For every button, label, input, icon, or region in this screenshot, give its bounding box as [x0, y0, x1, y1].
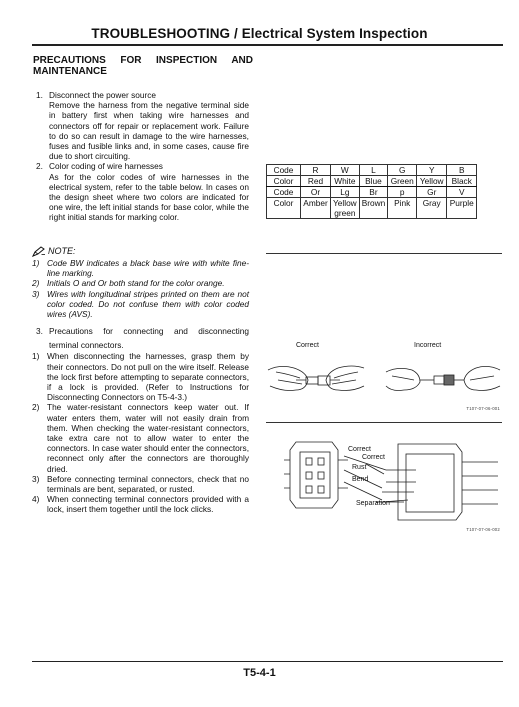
- divider: [266, 253, 502, 254]
- table-cell: Purple: [447, 198, 477, 219]
- table-cell: Pink: [388, 198, 417, 219]
- table-cell: Red: [301, 176, 331, 187]
- sub-item-number: 4): [32, 494, 40, 505]
- table-cell: G: [388, 165, 417, 176]
- sub-item: [32, 494, 249, 514]
- table-cell: Y: [417, 165, 447, 176]
- table-row: [267, 165, 477, 176]
- divider: [266, 422, 502, 423]
- table-cell: p: [388, 187, 417, 198]
- table-row-label: Code: [267, 187, 301, 198]
- note-block: [32, 246, 249, 319]
- connector-handling-figure: [266, 340, 502, 420]
- table-cell: V: [447, 187, 477, 198]
- list-item: [36, 90, 249, 161]
- item-body: As for the color codes of wire harnesses in the electrical system, refer to the table below. In cases on the design sheet where two colors are indicated for one wire, the left initial stands for base color, while the right initial stands for marking color.: [49, 171, 249, 223]
- note-number: 3): [32, 288, 40, 299]
- sub-item-text: The water-resistant connectors keep water out. If water enters them, water will not easily drain from them. When checking the water-resistant connectors, take extra care not to allow water to enter the connectors. In case water should enter the connectors, reconnect only after the connectors are thoroughly dried.: [47, 402, 249, 474]
- note-label: NOTE:: [48, 246, 76, 257]
- sub-item: [32, 351, 249, 402]
- table-cell: Yellow green: [331, 198, 360, 219]
- page-title: TROUBLESHOOTING / Electrical System Inspection: [91, 26, 428, 41]
- sub-item-number: 1): [32, 351, 40, 362]
- note-item: [32, 289, 249, 320]
- table-row-label: Color: [267, 176, 301, 187]
- sub-item: [32, 474, 249, 494]
- table-cell: Or: [301, 187, 331, 198]
- table-cell: Black: [447, 176, 477, 187]
- table-cell: Lg: [331, 187, 360, 198]
- figure-reference: T107-07-06-001: [466, 406, 500, 411]
- note-number: 2): [32, 278, 40, 289]
- precautions-list: [36, 90, 249, 223]
- note-text: Wires with longitudinal stripes printed on them are not color coded. Do not confuse them with color coded wires (AVS).: [47, 288, 249, 320]
- item-title: Color coding of wire harnesses: [49, 161, 163, 172]
- table-cell: Gr: [417, 187, 447, 198]
- note-text: Code BW indicates a black base wire with white fine-line marking.: [47, 258, 249, 279]
- item-title: terminal connectors.: [49, 340, 124, 351]
- item-number: 2.: [36, 161, 43, 172]
- note-item: [32, 258, 249, 278]
- item-title: Disconnect the power source: [49, 90, 156, 100]
- figure-label-correct: Correct: [296, 342, 319, 349]
- table-row-label: Code: [267, 165, 301, 176]
- sub-item-text: Before connecting terminal connectors, check that no terminals are bent, separated, or rusted.: [47, 473, 249, 495]
- sub-item-number: 3): [32, 473, 40, 484]
- connector-precautions: [32, 326, 249, 515]
- table-cell: R: [301, 165, 331, 176]
- page-number: T5-4-1: [243, 667, 276, 679]
- sub-item-text: When disconnecting the harnesses, grasp them by their connectors. Do not pull on the wire itself. Release the lock first before attempting to separate connectors, if a lock is provided. (Refer to Instructions for Disconnecting Connectors on T5-4-3.): [47, 351, 249, 403]
- note-item: [32, 278, 249, 288]
- table-cell: Yellow: [417, 176, 447, 187]
- list-item: [32, 326, 249, 350]
- table-cell: Brown: [359, 198, 388, 219]
- table-cell: Amber: [301, 198, 331, 219]
- note-text: Initials O and Or both stand for the color orange.: [47, 278, 225, 289]
- item-body: Remove the harness from the negative terminal side in battery first when taking wire harnesses and connectors off for repair or replacement work. Failure to do so can result in damage to the wire harnesses, fuses and fusible links and, in some cases, cause fire due to short circuiting.: [49, 100, 249, 162]
- sub-item-number: 2): [32, 402, 40, 413]
- sub-item: [32, 402, 249, 473]
- sub-item-text: When connecting terminal connectors provided with a lock, insert them together until the lock clicks.: [47, 494, 249, 515]
- footer-divider: [32, 661, 503, 662]
- figure-reference: T107-07-06-002: [466, 527, 500, 532]
- figure-label-separation: Separation: [356, 500, 390, 507]
- table-cell: L: [359, 165, 388, 176]
- terminal-condition-figure: [266, 430, 502, 540]
- color-code-table: [266, 164, 477, 219]
- table-cell: Br: [359, 187, 388, 198]
- figure-label-bend: Bend: [352, 476, 369, 483]
- figure-label-rust: Rust: [352, 464, 367, 471]
- table-cell: Blue: [359, 176, 388, 187]
- header-divider: [32, 44, 503, 46]
- figure-label-correct: Correct: [348, 446, 371, 453]
- item-title: Precautions for connecting and disconnecting: [49, 326, 249, 336]
- pencil-note-icon: [32, 246, 46, 257]
- item-number: 1.: [36, 90, 43, 100]
- table-cell: Green: [388, 176, 417, 187]
- table-row: [267, 198, 477, 219]
- note-heading: [32, 246, 249, 257]
- figure-label-incorrect: Incorrect: [414, 342, 442, 349]
- item-number: 3.: [36, 326, 43, 336]
- table-cell: White: [331, 176, 360, 187]
- table-cell: Gray: [417, 198, 447, 219]
- table-cell: W: [331, 165, 360, 176]
- section-heading: PRECAUTIONS FOR INSPECTION AND MAINTENANCE: [33, 55, 253, 77]
- table-cell: B: [447, 165, 477, 176]
- table-row-label: Color: [267, 198, 301, 219]
- table-row: [267, 187, 477, 198]
- list-item: [36, 161, 249, 222]
- table-row: [267, 176, 477, 187]
- figure-label-correct: Correct: [362, 454, 385, 461]
- note-number: 1): [32, 258, 40, 268]
- connector-terminals-illustration: [266, 430, 502, 530]
